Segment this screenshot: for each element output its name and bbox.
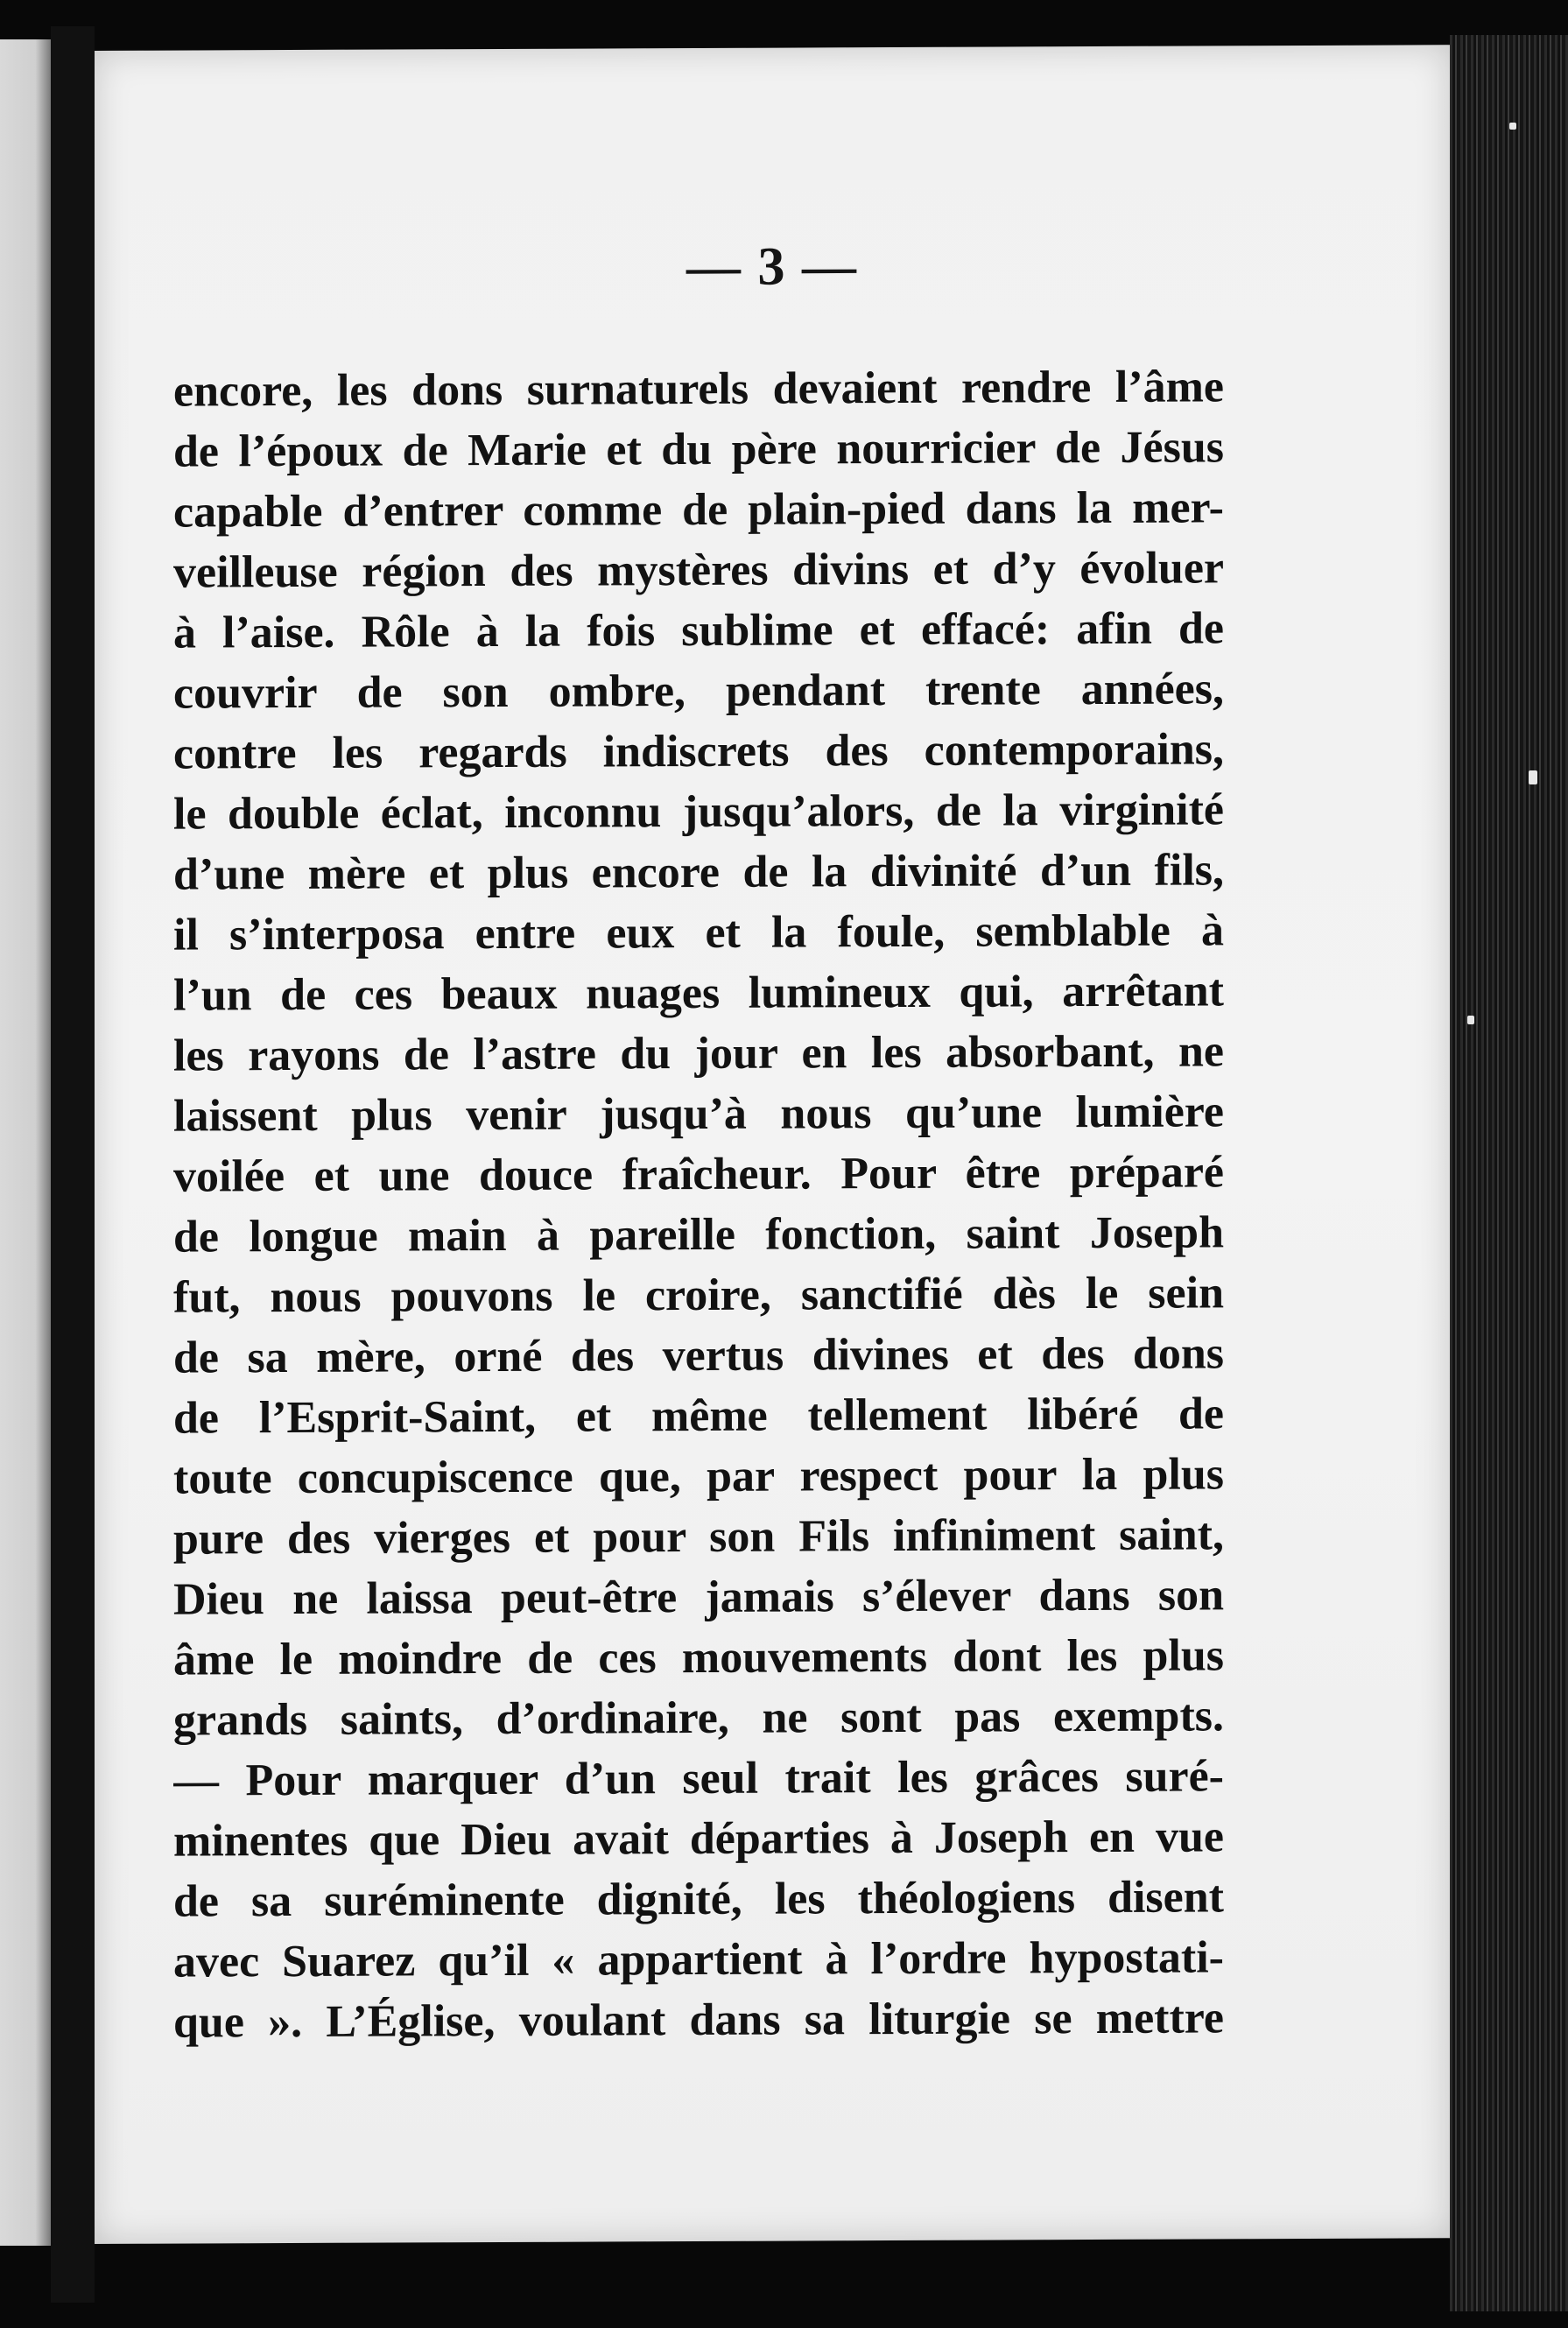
text-line: Dieu ne laissa peut-être jamais s’élever dans son: [173, 1570, 1224, 1625]
text-line: que ». L’Église, voulant dans sa liturgie se mettre: [173, 1993, 1224, 2048]
page-block-edges: [1450, 35, 1568, 2311]
text-line: avec Suarez qu’il « appartient à l’ordre hypostati-: [173, 1932, 1224, 1987]
text-line: pure des vierges et pour son Fils infiniment saint,: [173, 1509, 1224, 1565]
book-gutter: [51, 26, 95, 2303]
text-line: d’une mère et plus encore de la divinité d’un fils,: [173, 845, 1224, 900]
text-line: de sa suréminente dignité, les théologiens disent: [173, 1872, 1224, 1927]
text-line: voilée et une douce fraîcheur. Pour être préparé: [173, 1147, 1224, 1202]
text-line: laissent plus venir jusqu’à nous qu’une lumière: [173, 1087, 1224, 1142]
text-line: contre les regards indiscrets des contemporains,: [173, 724, 1224, 779]
text-line: âme le moindre de ces mouvements dont les plus: [173, 1630, 1224, 1685]
facing-page-edge: [0, 39, 51, 2246]
text-line: à l’aise. Rôle à la fois sublime et effacé: afin de: [173, 603, 1224, 658]
text-line: encore, les dons surnaturels devaient rendre l’âme: [173, 362, 1224, 417]
text-line: fut, nous pouvons le croire, sanctifié dès le sein: [173, 1268, 1224, 1323]
text-line: minentes que Dieu avait départies à Joseph en vue: [173, 1811, 1224, 1867]
text-line: de sa mère, orné des vertus divines et des dons: [173, 1328, 1224, 1383]
edge-mark: [1509, 123, 1516, 130]
text-line: toute concupiscence que, par respect pour la plus: [173, 1449, 1224, 1504]
text-line: veilleuse région des mystères divins et d’y évoluer: [173, 543, 1224, 598]
edge-mark: [1529, 770, 1537, 784]
text-line: — Pour marquer d’un seul trait les grâces suré-: [173, 1751, 1224, 1806]
text-line: de l’Esprit-Saint, et même tellement libéré de: [173, 1389, 1224, 1444]
text-line: il s’interposa entre eux et la foule, semblable à: [173, 905, 1224, 960]
text-line: grands saints, d’ordinaire, ne sont pas exempts.: [173, 1691, 1224, 1746]
page-number: — 3 —: [686, 236, 858, 298]
text-line: capable d’entrer comme de plain-pied dans la mer-: [173, 482, 1224, 538]
text-line: l’un de ces beaux nuages lumineux qui, arrêtant: [173, 966, 1224, 1021]
edge-mark: [1467, 1016, 1474, 1024]
body-text: [173, 356, 1224, 2052]
text-line: de longue main à pareille fonction, saint Joseph: [173, 1207, 1224, 1262]
text-line: les rayons de l’astre du jour en les absorbant, ne: [173, 1026, 1224, 1081]
book-page: [95, 45, 1450, 2244]
text-line: couvrir de son ombre, pendant trente années,: [173, 664, 1224, 719]
text-line: de l’époux de Marie et du père nourricier de Jésus: [173, 422, 1224, 477]
text-line: le double éclat, inconnu jusqu’alors, de la virginité: [173, 784, 1224, 840]
